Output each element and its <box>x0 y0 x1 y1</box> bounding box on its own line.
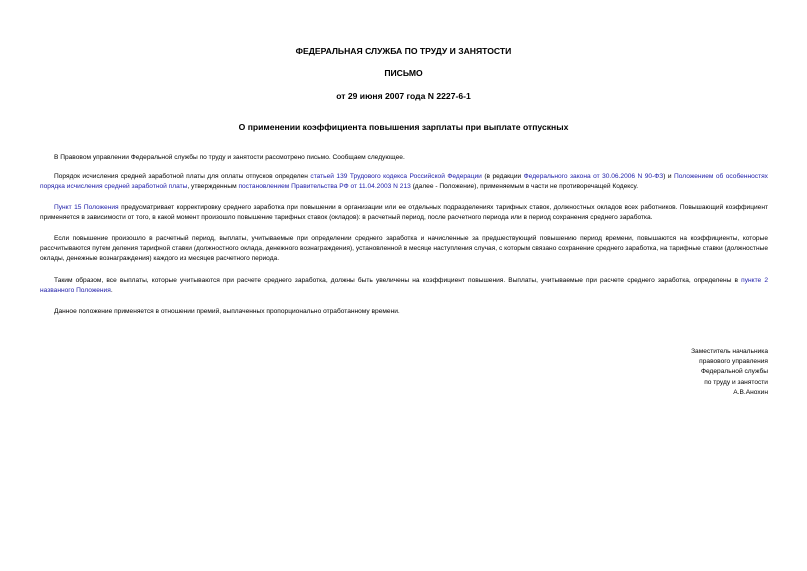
paragraph-2 <box>40 172 768 192</box>
signature-name: А.В.Анохин <box>733 388 768 396</box>
paragraph-5-text-2: . <box>110 287 113 295</box>
paragraph-6: Данное положение применяется в отношении премий, выплаченных пропорционально отработанному времени. <box>54 308 400 315</box>
link-government-decree-213[interactable]: постановлением Правительства РФ от 11.04.2003 N 213 <box>238 183 411 191</box>
paragraph-2-text-2: (в редакции <box>481 173 524 180</box>
paragraph-2-text-5: (далее - Положение), применяемым в части не противоречащей Кодексу. <box>410 183 639 191</box>
document-type: ПИСЬМО <box>384 68 423 78</box>
link-clause-2[interactable]: пункте 2 названного Положения <box>40 277 768 295</box>
paragraph-5-text-1: Таким образом, все выплаты, которые учитываются при расчете среднего заработка, должны быть увеличены на коэффициент повышения. Выплаты, учитываемые при расчете среднего заработка, определены в <box>54 277 742 284</box>
link-regulation[interactable]: Положением об особенностях порядка исчисления средней заработной платы <box>40 173 768 191</box>
signature-block <box>568 347 768 398</box>
paragraph-1: В Правовом управлении Федеральной службы по труду и занятости рассмотрено письмо. Сообщаем следующее. <box>54 154 405 161</box>
document-date-number: от 29 июня 2007 года N 2227-6-1 <box>336 91 471 101</box>
signature-position-4: по труду и занятости <box>704 378 768 386</box>
paragraph-3-text: предусматривает корректировку среднего заработка при повышении в организации или ее отдельных подразделениях тарифных ставок, должностных окладов всех работников. Повышающий коэффициент применяется в зависимости от того, в какой момент произошло повышение тарифных ставок (окладов): в расчетный период, после расчетного периода или в период сохранения среднего заработка. <box>40 204 768 222</box>
link-clause-15[interactable]: Пункт 15 Положения <box>54 204 119 211</box>
document-subject: О применении коэффициента повышения зарплаты при выплате отпускных <box>238 122 569 132</box>
paragraph-2-text-3: ) и <box>663 173 675 180</box>
paragraph-4: Если повышение произошло в расчетный период, выплаты, учитываемые при определении среднего заработка и начисленные за предшествующий повышению период времени, повышаются на коэффициенты, которые рассчитываются путем деления тарифной ставки (должностного оклада, денежного вознаграждения), установленной в месяце наступления случая, с которым связано сохранение среднего заработка, на тарифные ставки (должностные оклады, денежные вознаграждения) каждого из месяцев расчетного периода. <box>40 235 768 263</box>
paragraph-5 <box>40 276 768 296</box>
signature-position-2: правового управления <box>699 358 768 366</box>
paragraph-3 <box>40 203 768 223</box>
paragraph-2-text-4: , утвержденным <box>187 183 239 191</box>
signature-position-1: Заместитель начальника <box>691 348 768 355</box>
paragraph-2-text-1: Порядок исчисления средней заработной платы для оплаты отпусков определен <box>54 173 311 180</box>
signature-position-3: Федеральной службы <box>700 368 768 376</box>
agency-heading: ФЕДЕРАЛЬНАЯ СЛУЖБА ПО ТРУДУ И ЗАНЯТОСТИ <box>295 46 512 56</box>
link-federal-law-90fz[interactable]: Федерального закона от 30.06.2006 N 90-ФЗ <box>523 173 664 180</box>
link-article-139[interactable]: статьей 139 Трудового кодекса Российской Федерации <box>310 173 482 180</box>
